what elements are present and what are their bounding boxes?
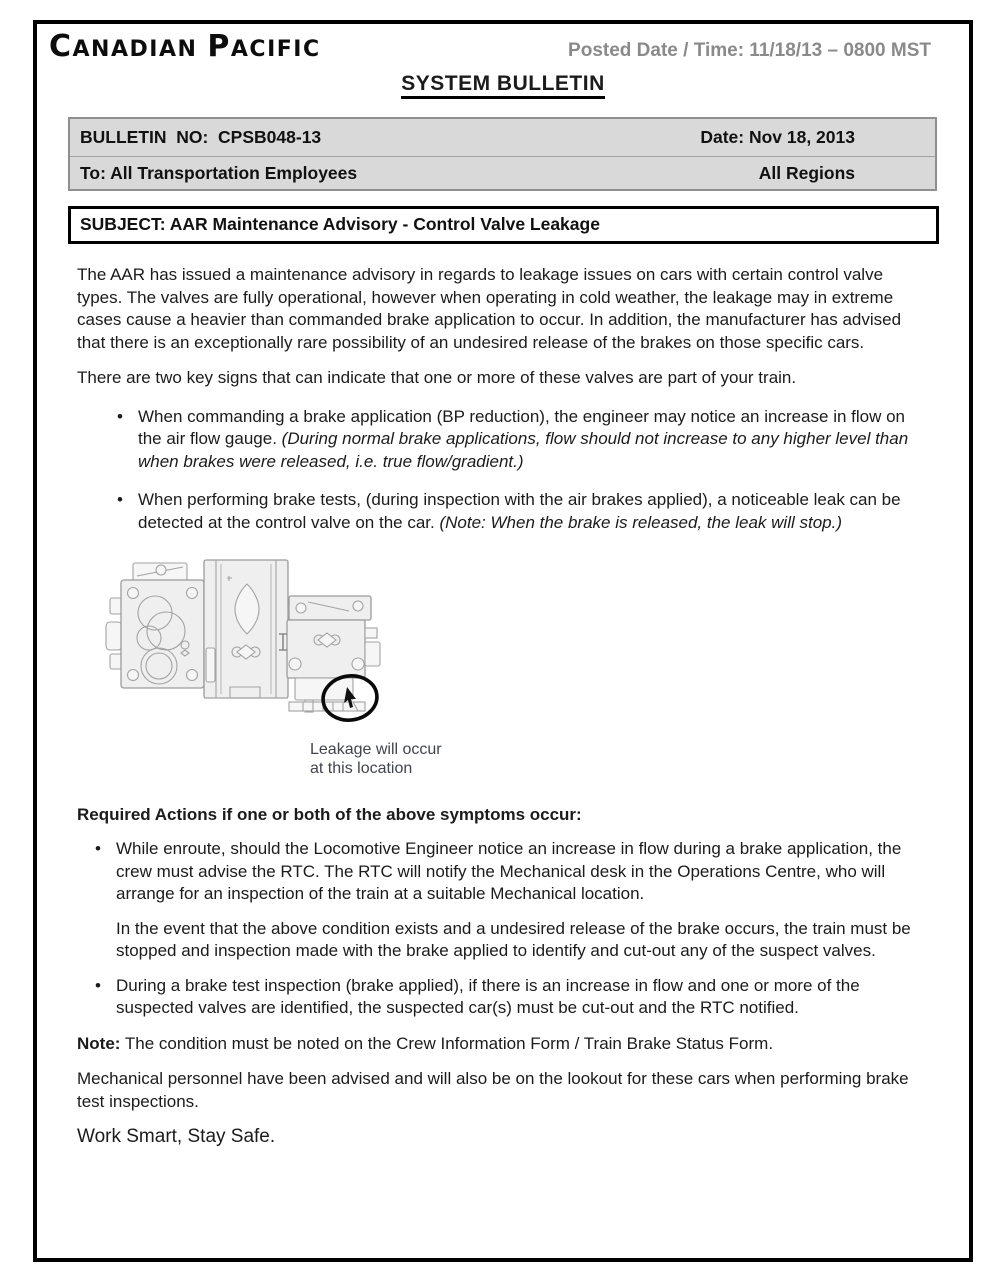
note-text: The condition must be noted on the Crew Information Form / Train Brake Status Form. (120, 1033, 774, 1053)
required-actions-list (77, 838, 927, 1020)
logo-text: C (49, 29, 73, 64)
caption-line: Leakage will occur (310, 740, 442, 758)
bulletin-body (37, 264, 969, 1149)
table-row (70, 119, 935, 156)
closing-paragraph: Mechanical personnel have been advised and will also be on the lookout for these cars when performing brake test inspections. (77, 1069, 909, 1111)
control-valve-figure (103, 552, 523, 778)
bullet-icon: • (117, 490, 123, 509)
valve-left-block (106, 563, 204, 688)
list-item (95, 975, 927, 1020)
table-row (70, 156, 935, 189)
note-label: Note: (77, 1033, 121, 1053)
bullet-text: When performing brake tests, (during inspection with the air brakes applied), a noticeable leak can be detected at the control valve on the car. (138, 490, 901, 532)
control-valve-diagram (103, 552, 493, 730)
bullet-text: When commanding a brake application (BP reduction), the engineer may notice an increase in flow on the air flow gauge. (138, 406, 906, 448)
required-actions-heading: Required Actions if one or both of the above symptoms occur: (77, 804, 582, 824)
symptom-bullet-list (77, 406, 927, 535)
bullet-text: While enroute, should the Locomotive Engineer notice an increase in flow during a brake application, the crew must advise the RTC. The RTC will notify the Mechanical desk in the Operations Centre, who will arrange for an inspection of the train at a suitable Mechanical location. (116, 839, 902, 903)
subject-line: SUBJECT: AAR Maintenance Advisory - Control Valve Leakage (68, 206, 939, 244)
canadian-pacific-logo: CANADIAN PACIFIC (49, 29, 321, 64)
continuation-paragraph: In the event that the above condition exists and a undesired release of the brake occurs, the train must be stopped and inspection made with the brake applied to identify and cut-out any of the suspect valves. (116, 918, 911, 960)
paragraph-advisory: The AAR has issued a maintenance advisory in regards to leakage issues on cars with certain control valve types. The valves are fully operational, however when operating in cold weather, the leakage may in extreme cases cause a heavier than commanded brake application to occur. In addition, the manufacturer has advised that there is an exceptionally rare possibility of an undesired release of the brakes on those specific cars. (77, 265, 902, 352)
note-paragraph (77, 1033, 927, 1056)
bulletin-number: BULLETIN NO: CPSB048-13 (80, 127, 322, 147)
header (37, 24, 969, 67)
figure-caption (310, 740, 523, 778)
list-item (117, 489, 927, 534)
bullet-text: During a brake test inspection (brake applied), if there is an increase in flow and one or more of the suspected valves are identified, the suspected car(s) must be cut-out and the RTC notified. (116, 975, 860, 1017)
bulletin-regions: All Regions (758, 162, 855, 183)
bulletin-recipients: To: All Transportation Employees (80, 162, 358, 183)
bulletin-date: Date: Nov 18, 2013 (700, 127, 855, 147)
valve-middle-block (204, 560, 288, 698)
list-item (95, 838, 927, 906)
document-title: SYSTEM BULLETIN (37, 72, 969, 96)
page-frame (33, 20, 973, 1262)
bulletin-info-table (68, 117, 937, 191)
bullet-icon: • (117, 406, 123, 426)
bullet-italic-note: (During normal brake applications, flow should not increase to any higher level than when brakes were released, i.e. true flow/gradient.) (138, 429, 909, 471)
valve-right-block (279, 596, 380, 712)
list-item (117, 406, 927, 474)
caption-line: at this location (310, 759, 413, 777)
signoff-line: Work Smart, Stay Safe. (77, 1126, 276, 1147)
bullet-italic-note: (Note: When the brake is released, the leak will stop.) (439, 512, 842, 532)
bullet-icon: • (95, 975, 101, 995)
bullet-icon: • (95, 839, 101, 858)
posted-date-time: Posted Date / Time: 11/18/13 – 0800 MST (568, 40, 931, 61)
paragraph-key-signs: There are two key signs that can indicate that one or more of these valves are part of your train. (77, 368, 797, 387)
